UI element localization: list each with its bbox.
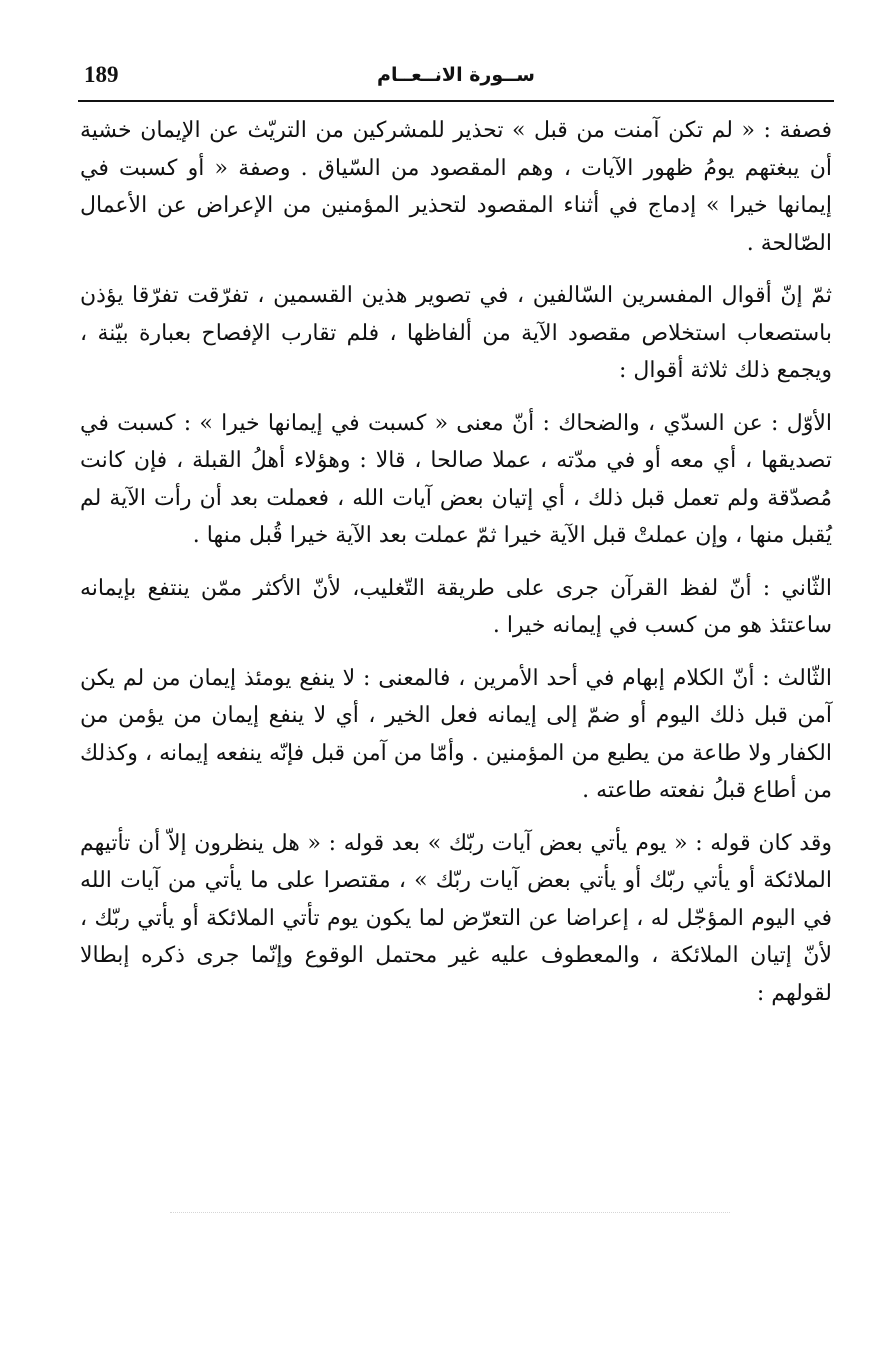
paragraph-text: الثّاني : أنّ لفظ القرآن جرى على طريقة التّغليب، لأنّ الأكثر ممّن ينتفع بإيمانه ساعتئذ هو من كسب في إيمانه خيرا . [80,575,832,638]
paragraph [80,405,832,555]
page-header [78,58,834,102]
scan-artifact-rule [170,1212,730,1213]
paragraph [80,112,832,262]
body-text [80,112,832,1027]
paragraph-text: الأوّل : عن السدّي ، والضحاك : أنّ معنى « كسبت في إيمانها خيرا » : كسبت في تصديقها ، أي معه أو في مدّته ، عملا صالحا ، قالا : وهؤلاء أهلُ القبلة ، فإن كانت مُصدّقة ولم تعمل قبل ذلك ، أي إتيان بعض آيات الله ، فعملت بعد أن رأت الآية لم يُقبل منها ، وإن عملتْ قبل الآية خيرا ثمّ عملت بعد الآية خيرا قُبل منها . [80,410,832,548]
paragraph [80,825,832,1013]
page-number: 189 [84,62,119,87]
paragraph-text: ثمّ إنّ أقوال المفسرين السّالفين ، في تصوير هذين القسمين ، تفرّقت تفرّقا يؤذن باستصعاب استخلاص مقصود الآية من ألفاظها ، فلم تقارب الإفصاح بعبارة بيّنة ، ويجمع ذلك ثلاثة أقوال : [80,283,832,383]
paragraph-text: الثّالث : أنّ الكلام إبهام في أحد الأمرين ، فالمعنى : لا ينفع يومئذ إيمان من لم يكن آمن قبل ذلك اليوم أو ضمّ إلى إيمانه فعل الخير ، أي لا ينفع إيمان من يؤمن من الكفار ولا طاعة من يطيع من المؤمنين . وأمّا من آمن قبل فإنّه ينفعه إيمانه ، وكذلك من أطاع قبلُ نفعته طاعته . [80,665,832,803]
running-title: ســورة الانــعــام [377,64,535,86]
paragraph-text: فصفة : « لم تكن آمنت من قبل » تحذير للمشركين من التريّث عن الإيمان خشية أن يبغتهم يومُ ظهور الآيات ، وهم المقصود من السّياق . وصفة « أو كسبت في إيمانها خيرا » إدماج في أثناء المقصود لتحذير المؤمنين من الإعراض عن الأعمال الصّالحة . [80,118,832,256]
paragraph-text: وقد كان قوله : « يوم يأتي بعض آيات ربّك » بعد قوله : « هل ينظرون إلاّ أن تأتيهم الملائكة أو يأتي ربّك أو يأتي بعض آيات ربّك » ، مقتصرا على ما يأتي من آيات الله في اليوم المؤجّل له ، إعراضا عن التعرّض لما يكون يوم تأتي الملائكة أو يأتي ربّك ، لأنّ إتيان الملائكة ، والمعطوف عليه غير محتمل الوقوع وإنّما جرى ذكره إبطالا لقولهم : [80,830,832,1006]
paragraph [80,277,832,390]
paragraph [80,570,832,645]
paragraph [80,660,832,810]
